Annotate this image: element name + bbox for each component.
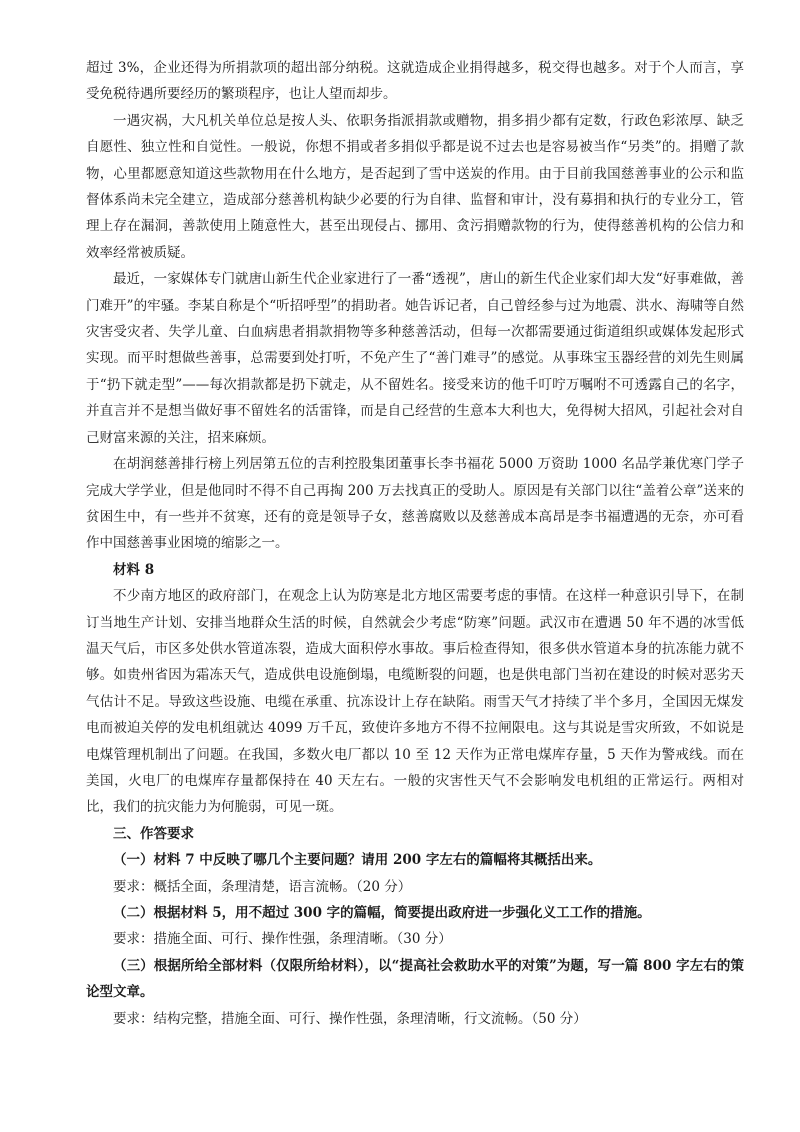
material-8-heading: 材料 8 bbox=[113, 561, 155, 578]
document-page bbox=[86, 55, 744, 1032]
question-2: （二）根据材料 5，用不超过 300 字的篇幅，简要提出政府进一步强化义工工作的措施。 bbox=[113, 905, 651, 921]
paragraph-donation-assignment: 一遇灾祸，大凡机关单位总是按人头、依职务指派捐款或赠物，捐多捐少都有定数，行政色彩浓厚、缺乏自愿性、独立性和自觉性。一般说，你想不捐或者多捐似乎都是说不过去也是容易被当作“另类”的。捐赠了款物，心里都愿意知道这些款物用在什么地方，是否起到了雪中送炭的作用。由于目前我国慈善事业的公示和监督体系尚未完全建立，造成部分慈善机构缺少必要的行为自律、监督和审计，没有募捐和执行的专业分工，管理上存在漏洞，善款使用上随意性大，甚至出现侵占、挪用、贪污捐赠款物的行为，使得慈善机构的公信力和效率经常被质疑。 bbox=[86, 112, 744, 261]
section-3-heading: 三、作答要求 bbox=[113, 825, 194, 842]
question-3: （三）根据所给全部材料（仅限所给材料），以“提高社会救助水平的对策”为题，写一篇 800 字左右的策论型文章。 bbox=[86, 957, 744, 1001]
question-1: （一）材料 7 中反映了哪几个主要问题？请用 200 字左右的篇幅将其概括出来。 bbox=[113, 852, 602, 869]
material-8-text: 不少南方地区的政府部门，在观念上认为防寒是北方地区需要考虑的事情。在这样一种意识引导下，在制订当地生产计划、安排当地群众生活的时候，自然就会少考虑“防寒”问题。武汉市在遭遇 50 年不遇的冰雪低温天气后，市区多处供水管道冻裂，造成大面积停水事故。事后检查得知，很多供水管道本身的抗冻能力就不够。如贵州省因为霜冻天气，造成供电设施倒塌，电缆断裂的问题，也是供电部门当初在建设的时候对恶劣天气估计不足。导致这些设施、电缆在承重、抗冻设计上存在缺陷。雨雪天气才持续了半个多月，全国因无煤发电而被迫关停的发电机组就达 4099 万千瓦，致使许多地方不得不拉闸限电。这与其说是雪灾所致，不如说是电煤管理机制出了问题。在我国，多数火电厂都以 10 至 12 天作为正常电煤库存量，5 天作为警戒线。而在美国，火电厂的电煤库存量都保持在 40 天左右。一般的灾害性天气不会影响发电机组的正常运行。两相对比，我们的抗灾能力为何脆弱，可见一斑。 bbox=[86, 588, 744, 816]
requirement-3: 要求：结构完整，措施全面、可行、操作性强，条理清晰，行文流畅。（50 分） bbox=[113, 1010, 587, 1027]
requirement-2: 要求：措施全面、可行、操作性强，条理清晰。（30 分） bbox=[113, 931, 452, 948]
paragraph-continuation: 超过 3%，企业还得为所捐款项的超出部分纳税。这就造成企业捐得越多，税交得也越多。对于个人而言，享受免税待遇所要经历的繁琐程序，也让人望而却步。 bbox=[86, 60, 744, 103]
requirement-1: 要求：概括全面，条理清楚，语言流畅。（20 分） bbox=[113, 878, 412, 895]
paragraph-tangshan-entrepreneurs: 最近，一家媒体专门就唐山新生代企业家进行了一番“透视”，唐山的新生代企业家们却大发“好事难做，善门难开”的牢骚。李某自称是个“听招呼型”的捐助者。她告诉记者，自己曾经参与过为地震、洪水、海啸等自然灾害受灾者、失学儿童、白血病患者捐款捐物等多种慈善活动，但每一次都需要通过街道组织或媒体发起形式实现。而平时想做些善事，总需要到处打听，不免产生了“善门难寻”的感觉。从事珠宝玉器经营的刘先生则属于“扔下就走型”——每次捐款都是扔下就走，从不留姓名。接受来访的他千叮咛万嘱咐不可透露自己的名字，并直言并不是想当做好事不留姓名的活雷锋，而是自己经营的生意本大利也大，免得树大招风，引起社会对自己财富来源的关注，招来麻烦。 bbox=[86, 271, 744, 446]
paragraph-li-shufu: 在胡润慈善排行榜上列居第五位的吉利控股集团董事长李书福花 5000 万资助 1000 名品学兼优寒门学子完成大学学业，但是他同时不得不自己再掏 200 万去找真正的受助人。原因是有关部门以往“盖着公章”送来的贫困生中，有一些并不贫寒，还有的竟是领导子女，慈善腐败以及慈善成本高昂是李书福遭遇的无奈，亦可看作中国慈善事业困境的缩影之一。 bbox=[86, 456, 744, 552]
